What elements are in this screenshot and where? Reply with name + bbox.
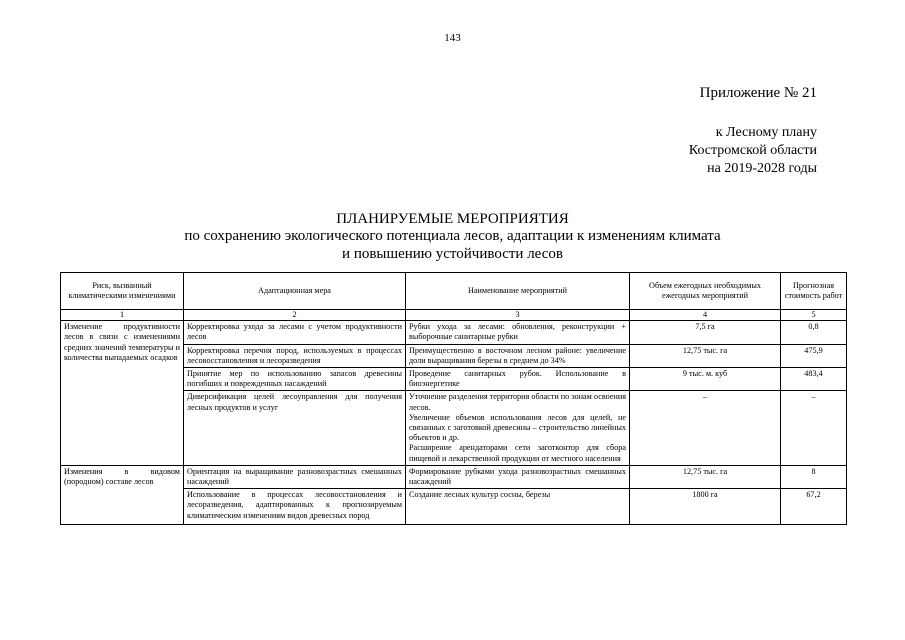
cost-cell: 67,2	[781, 489, 847, 525]
header-activities: Наименование мероприятий	[406, 273, 630, 310]
appendix-years-line: на 2019-2028 годы	[707, 161, 817, 176]
appendix-plan-line: к Лесному плану	[715, 125, 817, 140]
risk-cell: Изменения в видовом (породном) составе лесов	[61, 465, 184, 524]
table-row	[61, 321, 847, 344]
document-subheading-line-2: и повышению устойчивости лесов	[342, 246, 563, 262]
volume-cell: 12,75 тыс. га	[630, 465, 781, 488]
volume-cell: 1800 га	[630, 489, 781, 525]
risk-cell: Изменение продуктивности лесов в связи с изменениями средних значений температуры и количества выпадаемых осадков	[61, 321, 184, 466]
column-number: 2	[184, 310, 406, 321]
appendix-region-line: Костромской области	[688, 143, 817, 158]
measure-cell: Диверсификация целей лесоуправления для получения лесных продуктов и услуг	[184, 391, 406, 465]
cost-cell: 475,9	[781, 344, 847, 367]
measure-cell: Ориентация на выращивание разновозрастных смешанных насаждений	[184, 465, 406, 488]
measure-cell: Корректировка ухода за лесами с учетом продуктивности лесов	[184, 321, 406, 344]
activity-line: Уточнение разделения территория области по зонам освоения лесов.	[409, 392, 626, 412]
column-number: 5	[781, 310, 847, 321]
document-subheading-line-1: по сохранению экологического потенциала лесов, адаптации к изменениям климата	[184, 228, 721, 244]
table-row	[61, 465, 847, 488]
cost-cell: 8	[781, 465, 847, 488]
appendix-title: Приложение № 21	[699, 85, 817, 101]
measure-cell: Использование в процессах лесовосстановления и лесоразведения, адаптированных к прогнозируемым климатическим изменениям видов древесных пород	[184, 489, 406, 525]
document-heading: ПЛАНИРУЕМЫЕ МЕРОПРИЯТИЯ	[336, 211, 569, 227]
measures-table	[60, 272, 847, 525]
measure-cell: Корректировка перечня пород, используемых в процессах лесовосстановления и лесоразведения	[184, 344, 406, 367]
column-number: 1	[61, 310, 184, 321]
volume-cell: 9 тыс. м. куб	[630, 368, 781, 391]
activities-cell: Преимущественно в восточном лесном районе: увеличение доли выращивания березы в среднем до 34%	[406, 344, 630, 367]
volume-cell: –	[630, 391, 781, 465]
activities-cell: Проведение санитарных рубок. Использование в биоэнергетике	[406, 368, 630, 391]
cost-cell: 483,4	[781, 368, 847, 391]
activities-cell	[406, 391, 630, 465]
table-header-row	[61, 273, 847, 310]
column-number: 4	[630, 310, 781, 321]
page-number: 143	[444, 32, 461, 44]
header-risk: Риск, вызванный климатическими изменениями	[61, 273, 184, 310]
header-volume: Объем ежегодных необходимых ежегодных мероприятий	[630, 273, 781, 310]
column-number: 3	[406, 310, 630, 321]
activity-line: Увеличение объемов использования лесов для целей, не связанных с заготовкой древесины – строительство линейных объектов и др.	[409, 412, 626, 443]
measure-cell: Принятие мер по использованию запасов древесины погибших и поврежденных насаждений	[184, 368, 406, 391]
cost-cell: 0,8	[781, 321, 847, 344]
activity-line: Расширение арендаторами сети заготконтор для сбора пищевой и лекарственной продукции от местного населения	[409, 443, 626, 463]
activities-cell: Формирование рубками ухода разновозрастных смешанных насаждений	[406, 465, 630, 488]
activities-cell: Создание лесных культур сосны, березы	[406, 489, 630, 525]
header-measure: Адаптационная мера	[184, 273, 406, 310]
cost-cell: –	[781, 391, 847, 465]
volume-cell: 7,5 га	[630, 321, 781, 344]
activities-cell: Рубки ухода за лесами: обновления, реконструкции + выборочные санитарные рубки	[406, 321, 630, 344]
column-number-row	[61, 310, 847, 321]
header-cost: Прогнозная стоимость работ	[781, 273, 847, 310]
volume-cell: 12,75 тыс. га	[630, 344, 781, 367]
